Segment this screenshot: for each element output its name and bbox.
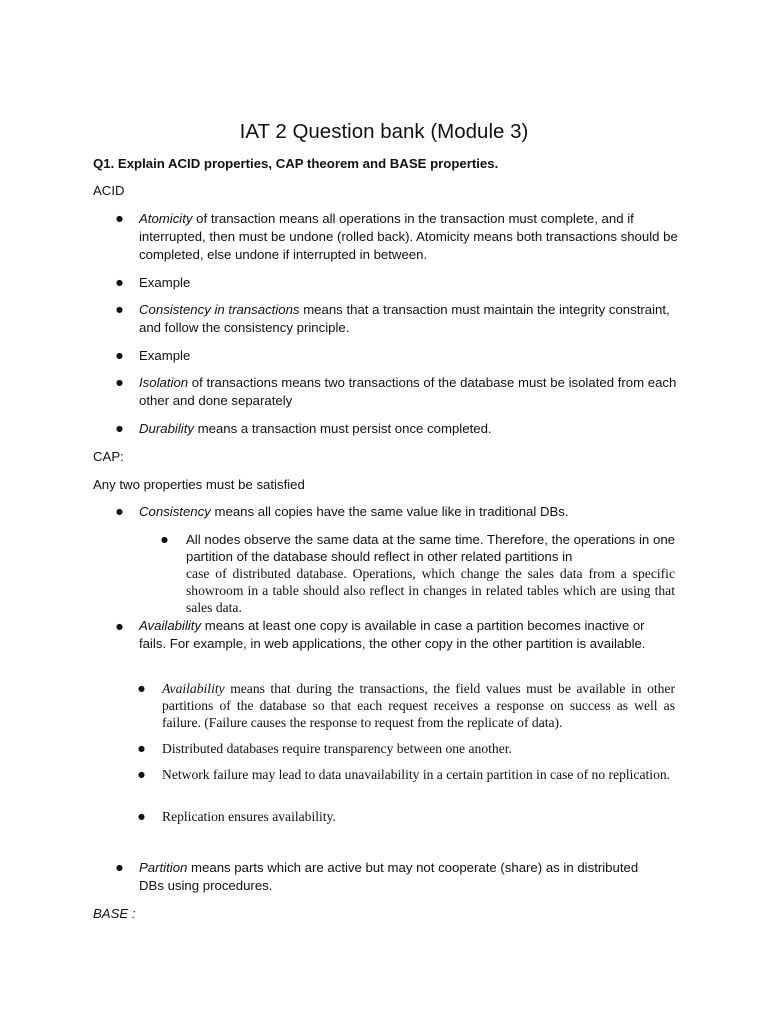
bullet-icon: ● <box>161 535 168 544</box>
list-item: Isolation of transactions means two transactions of the database must be isolated from each other and done separately <box>139 375 677 408</box>
bullet-icon: ● <box>138 684 145 693</box>
bullet-icon: ● <box>116 378 123 387</box>
base-heading: BASE : <box>93 906 136 921</box>
list-item: Availability means at least one copy is available in case a partition becomes inactive or fails. For example, in web applications, the other copy in the other partition is available. <box>139 618 646 651</box>
list-item: Distributed databases require transparency between one another. <box>162 741 512 756</box>
bullet-icon: ● <box>116 351 123 360</box>
cap-intro: Any two properties must be satisfied <box>93 477 305 492</box>
list-item: Partition means parts which are active but may not cooperate (share) as in distributed DBs using procedures. <box>139 860 639 893</box>
bullet-icon: ● <box>138 744 145 753</box>
text: of transaction means all operations in the transaction must complete, and if interrupted, then must be undone (rolled back). Atomicity means both transactions should be completed, else undone if interrupted in between. <box>139 211 678 262</box>
list-item <box>139 210 679 264</box>
bullet-icon: ● <box>116 278 123 287</box>
bullet-icon: ● <box>116 863 123 872</box>
bullet-icon: ● <box>138 812 145 821</box>
question-heading: Q1. Explain ACID properties, CAP theorem and BASE properties. <box>93 156 499 171</box>
list-item: All nodes observe the same data at the same time. Therefore, the operations in one partition of the database should reflect in other related partitions in <box>186 532 675 564</box>
list-item: Replication ensures availability. <box>162 809 336 824</box>
bullet-icon: ● <box>138 770 145 779</box>
list-item: Availability means that during the transactions, the field values must be available in other partitions of the database so that each request receives a response on success as well as failure. (Failure causes the response to request from the replicate of data). <box>162 681 675 730</box>
term: Atomicity <box>139 211 193 226</box>
page-title: IAT 2 Question bank (Module 3) <box>239 120 529 143</box>
acid-heading: ACID <box>93 183 125 198</box>
bullet-icon: ● <box>116 622 123 631</box>
bullet-icon: ● <box>116 424 123 433</box>
list-item: Durability means a transaction must persist once completed. <box>139 421 492 436</box>
list-item: Consistency means all copies have the same value like in traditional DBs. <box>139 504 569 519</box>
list-item: Network failure may lead to data unavailability in a certain partition in case of no replication. <box>162 767 671 782</box>
bullet-icon: ● <box>116 507 123 516</box>
bullet-icon: ● <box>116 305 123 314</box>
bullet-icon: ● <box>116 214 123 223</box>
cap-heading: CAP: <box>93 449 124 464</box>
list-item: Example <box>139 348 191 363</box>
list-item-continuation: case of distributed database. Operations, which change the sales data from a specific showroom in a table should also reflect in changes in related tables which are using that sales data. <box>186 566 675 615</box>
list-item: Example <box>139 275 191 290</box>
list-item: Consistency in transactions means that a transaction must maintain the integrity constraint, and follow the consistency principle. <box>139 302 670 335</box>
